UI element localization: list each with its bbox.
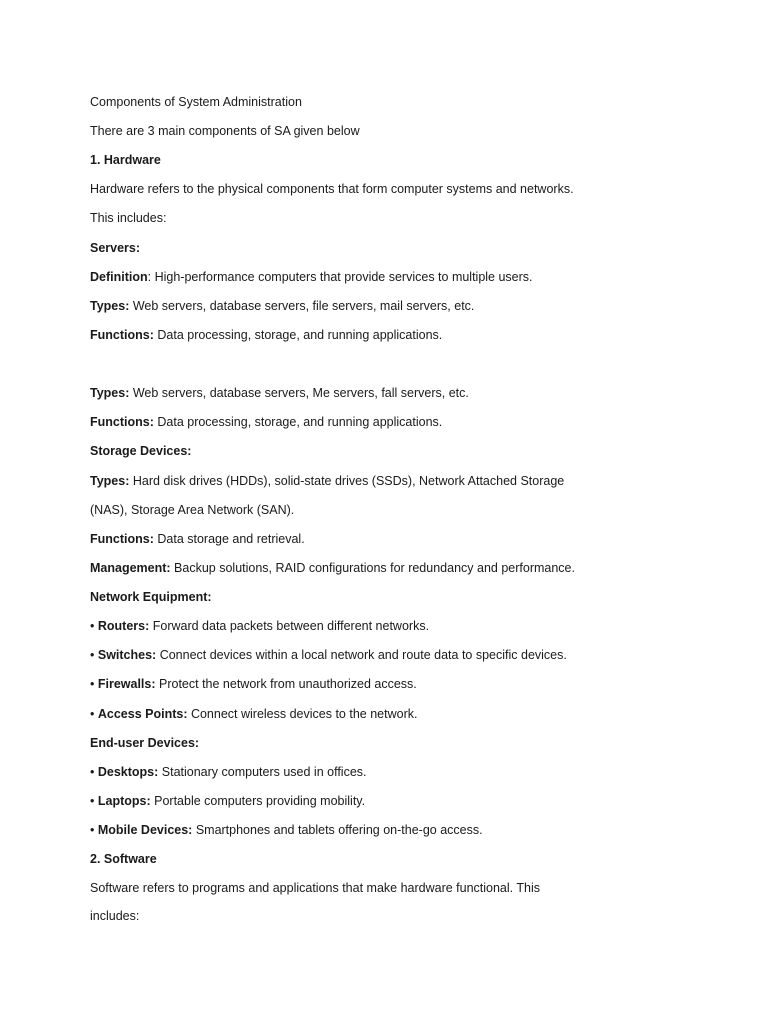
storage-functions [90, 531, 305, 547]
bullet: • [90, 677, 98, 691]
types-text: Web servers, database servers, file servers, mail servers, etc. [129, 299, 475, 313]
item-text: Forward data packets between different networks. [149, 619, 430, 633]
hardware-heading: 1. Hardware [90, 153, 161, 167]
definition-text: : High-performance computers that provide services to multiple users. [147, 270, 533, 284]
item-text: Stationary computers used in offices. [158, 765, 367, 779]
bullet: • [90, 619, 98, 633]
enduser-heading: End-user Devices: [90, 736, 200, 750]
item-label: Firewalls: [97, 677, 156, 691]
item-text: Smartphones and tablets offering on-the-go access. [192, 823, 483, 837]
list-item [90, 647, 567, 663]
types-text: Web servers, database servers, Me servers, fall servers, etc. [129, 386, 469, 400]
hardware-description: Hardware refers to the physical components that form computer systems and networks. [90, 182, 574, 196]
item-text: Portable computers providing mobility. [150, 794, 366, 808]
software-description-cont: includes: [90, 909, 140, 923]
list-item [90, 793, 365, 809]
hardware-description-cont: This includes: [90, 211, 167, 225]
bullet: • [90, 765, 98, 779]
item-label: Laptops: [97, 794, 151, 808]
management-label: Management: [90, 561, 171, 575]
item-label: Desktops: [97, 765, 159, 779]
storage-management [90, 560, 575, 576]
functions-text: Data processing, storage, and running applications. [153, 415, 443, 429]
item-label: Mobile Devices: [97, 823, 193, 837]
storage-heading: Storage Devices: [90, 444, 192, 458]
software-heading: 2. Software [90, 852, 157, 866]
item-text: Connect wireless devices to the network. [187, 707, 418, 721]
network-heading: Network Equipment: [90, 590, 212, 604]
types-label: Types: [90, 474, 130, 488]
item-label: Access Points: [97, 707, 188, 721]
item-text: Connect devices within a local network and route data to specific devices. [156, 648, 567, 662]
types-label: Types: [90, 386, 130, 400]
types-text: Hard disk drives (HDDs), solid-state drives (SSDs), Network Attached Storage [129, 474, 565, 488]
servers-definition [90, 269, 533, 285]
software-description: Software refers to programs and applications that make hardware functional. This [90, 881, 540, 895]
document-title: Components of System Administration [90, 95, 302, 109]
bullet: • [90, 648, 98, 662]
management-text: Backup solutions, RAID configurations for redundancy and performance. [170, 561, 575, 575]
functions-label: Functions: [90, 328, 154, 342]
bullet: • [90, 794, 98, 808]
servers-functions-repeat [90, 414, 442, 430]
types-label: Types: [90, 299, 130, 313]
bullet: • [90, 823, 98, 837]
definition-label: Definition [90, 270, 148, 284]
list-item [90, 706, 417, 722]
servers-types [90, 298, 474, 314]
storage-types [90, 473, 564, 489]
list-item [90, 618, 429, 634]
list-item [90, 822, 483, 838]
functions-label: Functions: [90, 415, 154, 429]
list-item [90, 764, 367, 780]
servers-heading: Servers: [90, 241, 141, 255]
servers-functions [90, 327, 442, 343]
list-item [90, 676, 417, 692]
functions-text: Data storage and retrieval. [153, 532, 305, 546]
functions-text: Data processing, storage, and running applications. [153, 328, 443, 342]
servers-types-repeat [90, 385, 469, 401]
item-label: Switches: [97, 648, 157, 662]
functions-label: Functions: [90, 532, 154, 546]
bullet: • [90, 707, 98, 721]
storage-types-cont: (NAS), Storage Area Network (SAN). [90, 503, 295, 517]
item-text: Protect the network from unauthorized access. [155, 677, 417, 691]
intro-text: There are 3 main components of SA given below [90, 124, 360, 138]
item-label: Routers: [97, 619, 150, 633]
